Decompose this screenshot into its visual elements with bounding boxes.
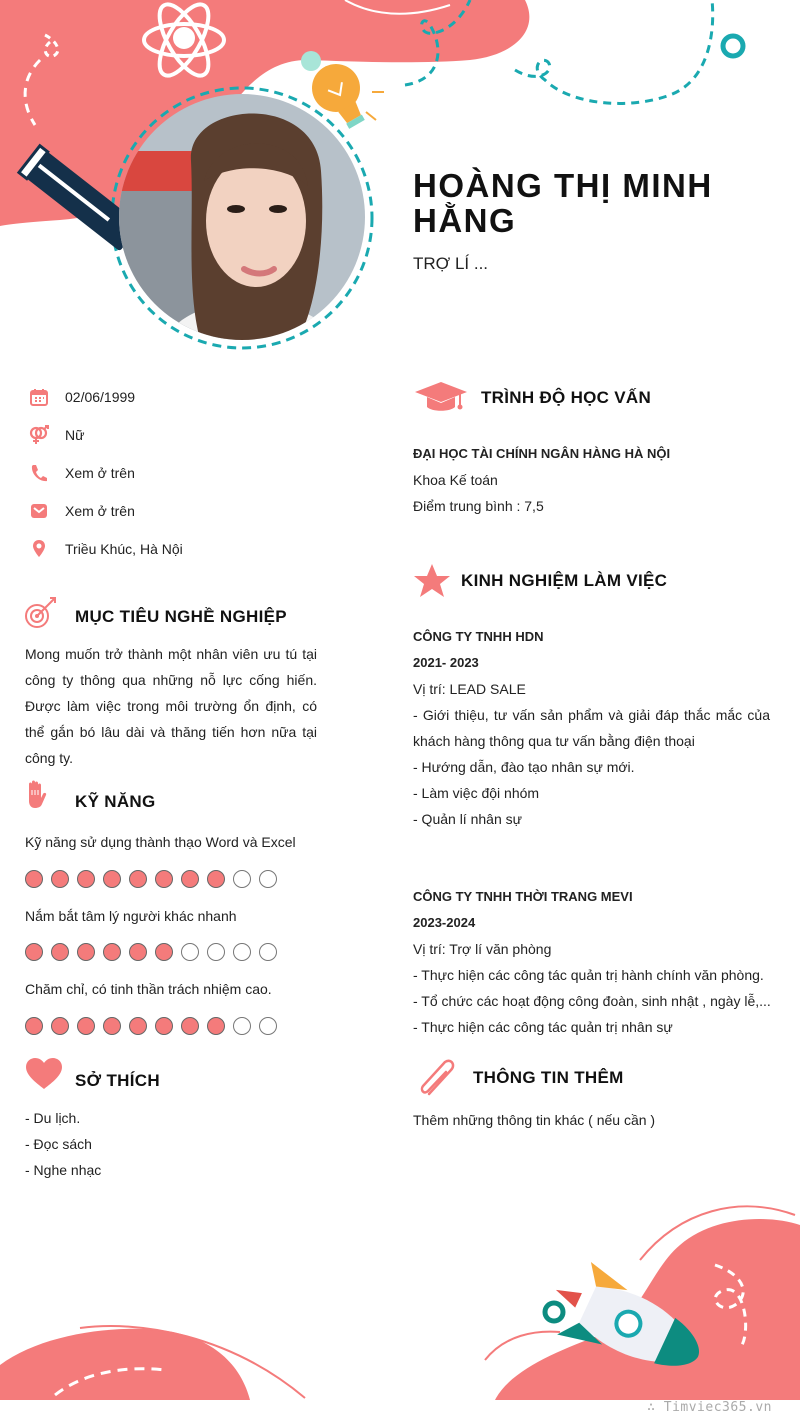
education-title: TRÌNH ĐỘ HỌC VẤN <box>481 388 652 407</box>
skill-label: Nắm bắt tâm lý người khác nhanh <box>25 908 237 924</box>
job-duty: - Thực hiện các công tác quản trị hành chính văn phòng. <box>413 967 764 983</box>
calendar-icon <box>28 386 50 408</box>
contact-birthday <box>28 385 135 409</box>
education-details <box>413 441 670 519</box>
phone-icon <box>28 462 50 484</box>
heart-icon <box>25 1058 63 1090</box>
candidate-name: HOÀNG THỊ MINH HẰNG <box>413 167 713 239</box>
experience-title: KINH NGHIỆM LÀM VIỆC <box>461 571 668 590</box>
rating-dot-filled <box>51 943 69 961</box>
skill-label: Kỹ năng sử dụng thành thạo Word và Excel <box>25 834 296 850</box>
hobby-item: - Du lịch. <box>25 1110 81 1126</box>
rating-dot-filled <box>129 1017 147 1035</box>
company-name: CÔNG TY TNHH THỜI TRANG MEVI <box>413 889 633 904</box>
rating-dot-empty <box>259 943 277 961</box>
job-duty: - Thực hiện các công tác quản trị nhân sự <box>413 1019 673 1035</box>
rating-dot-empty <box>233 1017 251 1035</box>
address-value: Triều Khúc, Hà Nội <box>65 541 183 557</box>
rating-dot-empty <box>181 943 199 961</box>
contact-gender <box>28 423 84 447</box>
gender-value: Nữ <box>65 427 85 443</box>
raised-hand-icon <box>25 780 49 812</box>
contact-phone <box>28 461 135 485</box>
profile-photo <box>116 91 368 343</box>
objective-title: MỤC TIÊU NGHỀ NGHIỆP <box>75 607 287 626</box>
contact-email <box>28 499 135 523</box>
rating-dot-filled <box>25 1017 43 1035</box>
rating-dot-empty <box>259 870 277 888</box>
skill-rating <box>25 943 285 961</box>
rating-dot-filled <box>25 943 43 961</box>
school-name: ĐẠI HỌC TÀI CHÍNH NGÂN HÀNG HÀ NỘI <box>413 446 671 461</box>
watermark: ∴ Timviec365.vn <box>647 1400 772 1415</box>
rating-dot-empty <box>233 943 251 961</box>
job-duty: - Tổ chức các hoạt động công đoàn, sinh nhật , ngày lễ,... <box>413 993 771 1009</box>
birthday-value: 02/06/1999 <box>65 389 136 405</box>
rating-dot-filled <box>207 1017 225 1035</box>
rating-dot-filled <box>103 1017 121 1035</box>
graduation-cap-icon <box>414 380 468 414</box>
job-entry <box>413 884 783 1040</box>
job-duty: - Quản lí nhân sự <box>413 811 522 827</box>
email-icon <box>28 500 50 522</box>
target-icon <box>24 596 58 630</box>
rating-dot-filled <box>129 943 147 961</box>
skills-title: KỸ NĂNG <box>75 792 156 811</box>
company-name: CÔNG TY TNHH HDN <box>413 629 544 644</box>
rating-dot-empty <box>207 943 225 961</box>
job-years: 2023-2024 <box>413 915 476 930</box>
rating-dot-filled <box>155 870 173 888</box>
rating-dot-filled <box>77 1017 95 1035</box>
rating-dot-filled <box>51 870 69 888</box>
contact-address <box>28 537 183 561</box>
hobbies-list <box>25 1105 101 1183</box>
email-value: Xem ở trên <box>65 503 135 519</box>
rating-dot-filled <box>77 870 95 888</box>
rating-dot-filled <box>155 1017 173 1035</box>
skill-rating <box>25 1017 285 1035</box>
candidate-role: TRỢ LÍ ... <box>413 254 489 273</box>
objective-text: Mong muốn trở thành một nhân viên ưu tú tại công ty thông qua những nỗ lực cống hiến. Được làm việc trong môi trường ổn định, có thể gắn bó lâu dài và thăng tiến hơn nữa tại công ty. <box>25 646 317 766</box>
job-position: Vị trí: Trợ lí văn phòng <box>413 941 552 957</box>
hobby-item: - Nghe nhạc <box>25 1162 102 1178</box>
rating-dot-filled <box>25 870 43 888</box>
skill-rating <box>25 870 285 888</box>
job-entry <box>413 624 770 832</box>
gender-icon <box>28 424 50 446</box>
extra-text: Thêm những thông tin khác ( nếu cần ) <box>413 1112 656 1128</box>
job-years: 2021- 2023 <box>413 655 479 670</box>
skill-label: Chăm chỉ, có tinh thần trách nhiệm cao. <box>25 981 272 997</box>
rating-dot-filled <box>77 943 95 961</box>
rating-dot-filled <box>103 870 121 888</box>
job-duty: - Hướng dẫn, đào tạo nhân sự mới. <box>413 759 635 775</box>
job-duty: - Giới thiệu, tư vấn sản phẩm và giải đáp thắc mắc của khách hàng thông qua tư vấn bằng điện thoại <box>413 707 770 749</box>
star-icon <box>413 563 451 599</box>
hobbies-title: SỞ THÍCH <box>75 1071 160 1090</box>
rating-dot-filled <box>51 1017 69 1035</box>
job-duty: - Làm việc đội nhóm <box>413 785 540 801</box>
rating-dot-filled <box>103 943 121 961</box>
rating-dot-filled <box>181 870 199 888</box>
job-position: Vị trí: LEAD SALE <box>413 681 526 697</box>
hobby-item: - Đọc sách <box>25 1136 92 1152</box>
rating-dot-empty <box>233 870 251 888</box>
rating-dot-filled <box>207 870 225 888</box>
rating-dot-filled <box>155 943 173 961</box>
extra-title: THÔNG TIN THÊM <box>473 1068 624 1087</box>
rating-dot-filled <box>181 1017 199 1035</box>
rating-dot-filled <box>129 870 147 888</box>
gpa: Điểm trung bình : 7,5 <box>413 498 544 514</box>
phone-value: Xem ở trên <box>65 465 135 481</box>
faculty: Khoa Kế toán <box>413 472 498 488</box>
rating-dot-empty <box>259 1017 277 1035</box>
location-pin-icon <box>28 538 50 560</box>
paperclip-icon <box>415 1056 459 1100</box>
